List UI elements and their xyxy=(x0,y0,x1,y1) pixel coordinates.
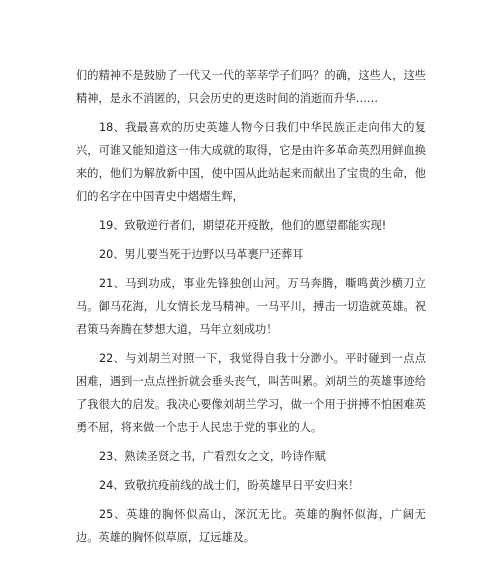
paragraph-20: 20、男儿要当死于边野以马革裹尸还葬耳 xyxy=(99,248,304,261)
document-body xyxy=(76,64,426,555)
paragraph-24: 24、致敬抗疫前线的战士们，盼英雄早日平安归来！ xyxy=(99,479,360,492)
paragraph-23: 23、熟读圣贤之书，广看烈女之文，吟诗作赋 xyxy=(99,450,326,463)
paragraph-22: 22、与刘胡兰对照一下，我觉得自我十分渺小。平时碰到一点点困难，遇到一点点挫折就会垂头丧气，叫苦叫累。刘胡兰的英雄事迹给了我很大的启发。我决心要像刘胡兰学习，做一个用于拼搏不怕困难英勇不屈，将来做一个忠于人民忠于党的事业的人。 xyxy=(76,352,426,434)
paragraph-19: 19、致敬逆行者们，期望花开疫散，他们的愿望都能实现! xyxy=(99,219,387,232)
paragraph-continuation: 们的精神不是鼓励了一代又一代的莘莘学子们吗？的确，这些人，这些精神，是永不消匿的，只会历史的更迭时间的消逝而升华…… xyxy=(76,69,426,105)
paragraph-21: 21、马到功成，事业先锋独创山河。万马奔腾，嘶鸣黄沙横刀立马。御马花海，儿女情长龙马精神。一马平川，搏击一切造就英雄。祝君策马奔腾在梦想大道，马年立刻成功！ xyxy=(76,277,426,336)
paragraph-18: 18、我最喜欢的历史英雄人物今日我们中华民族正走向伟大的复兴，可谁又能知道这一伟大成就的取得，它是由许多革命英烈用鲜血换来的，他们为解放新中国，使中国从此站起来而献出了宝贵的生命，他们的名字在中国青史中熠熠生辉， xyxy=(76,121,426,203)
paragraph-25: 25、英雄的胸怀似高山，深沉无比。英雄的胸怀似海，广阔无边。英雄的胸怀似草原，辽远雄及。 xyxy=(76,508,426,544)
